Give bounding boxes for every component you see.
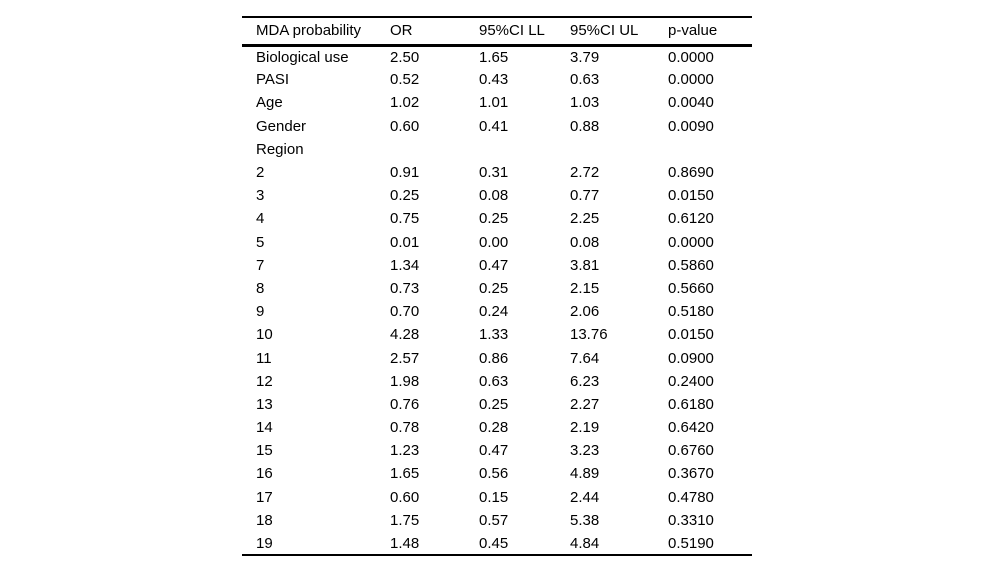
row-label-cell: 15 <box>256 442 273 460</box>
value-cell: 0.70 <box>390 303 420 321</box>
value-cell: 2.25 <box>570 210 600 228</box>
value-cell: 4.89 <box>570 465 600 483</box>
row-label-cell: 11 <box>256 349 272 367</box>
column-header: 95%CI UL <box>570 22 639 40</box>
value-cell: 0.77 <box>570 187 600 205</box>
value-cell: 1.34 <box>390 256 420 274</box>
value-cell: 3.23 <box>570 442 600 460</box>
value-cell: 0.5860 <box>668 256 714 274</box>
row-label-cell: 17 <box>256 488 273 506</box>
value-cell: 13.76 <box>570 326 608 344</box>
value-cell: 0.0150 <box>668 187 714 205</box>
value-cell: 1.01 <box>479 94 509 112</box>
value-cell: 0.3670 <box>668 465 714 483</box>
table-row <box>242 509 752 532</box>
row-label-cell: 14 <box>256 419 273 437</box>
table-row <box>242 161 752 184</box>
value-cell: 1.65 <box>390 465 420 483</box>
table-row <box>242 416 752 439</box>
value-cell: 4.84 <box>570 534 600 552</box>
value-cell: 1.75 <box>390 511 420 529</box>
row-label-cell: 9 <box>256 303 265 321</box>
value-cell: 2.44 <box>570 488 600 506</box>
row-label-cell: 19 <box>256 534 273 552</box>
value-cell: 0.3310 <box>668 511 714 529</box>
value-cell: 3.79 <box>570 48 600 66</box>
value-cell: 0.5660 <box>668 279 714 297</box>
value-cell: 1.65 <box>479 48 509 66</box>
value-cell: 0.2400 <box>668 372 714 390</box>
value-cell: 0.24 <box>479 303 509 321</box>
value-cell: 0.78 <box>390 419 420 437</box>
value-cell: 0.4780 <box>668 488 714 506</box>
table-row <box>242 323 752 346</box>
value-cell: 0.5190 <box>668 534 714 552</box>
value-cell: 0.28 <box>479 419 509 437</box>
value-cell: 0.73 <box>390 279 420 297</box>
row-label-cell: 5 <box>256 233 265 251</box>
value-cell: 0.52 <box>390 71 420 89</box>
value-cell: 0.0150 <box>668 326 714 344</box>
row-label-cell: 18 <box>256 511 273 529</box>
value-cell: 1.33 <box>479 326 509 344</box>
table-row <box>242 115 752 138</box>
row-label-cell: Biological use <box>256 48 349 66</box>
value-cell: 5.38 <box>570 511 600 529</box>
value-cell: 7.64 <box>570 349 600 367</box>
table-row <box>242 184 752 207</box>
value-cell <box>479 138 570 161</box>
value-cell: 0.0900 <box>668 349 714 367</box>
table-row <box>242 532 752 555</box>
value-cell: 0.0040 <box>668 94 714 112</box>
value-cell: 0.60 <box>390 488 420 506</box>
value-cell: 0.76 <box>390 395 420 413</box>
value-cell: 0.25 <box>479 279 509 297</box>
table-row <box>242 486 752 509</box>
column-header: MDA probability <box>256 22 362 40</box>
value-cell: 1.03 <box>570 94 600 112</box>
value-cell: 0.43 <box>479 71 509 89</box>
table-row <box>242 393 752 416</box>
value-cell: 0.6180 <box>668 395 714 413</box>
value-cell: 0.25 <box>479 210 509 228</box>
row-label-cell: PASI <box>256 71 290 89</box>
value-cell: 0.6760 <box>668 442 714 460</box>
table-row <box>242 138 752 161</box>
row-label-cell: 3 <box>256 187 265 205</box>
column-header: 95%CI LL <box>479 22 545 40</box>
value-cell: 0.86 <box>479 349 509 367</box>
value-cell: 0.31 <box>479 164 509 182</box>
value-cell: 1.23 <box>390 442 420 460</box>
value-cell: 0.57 <box>479 511 509 529</box>
table-row <box>242 231 752 254</box>
row-label-cell: Gender <box>256 117 307 135</box>
table-row <box>242 462 752 485</box>
value-cell: 2.72 <box>570 164 600 182</box>
value-cell: 0.0090 <box>668 117 714 135</box>
value-cell: 0.47 <box>479 256 509 274</box>
value-cell: 4.28 <box>390 326 420 344</box>
row-label-cell: Region <box>256 140 304 158</box>
value-cell: 1.02 <box>390 94 420 112</box>
value-cell: 0.88 <box>570 117 600 135</box>
table-row <box>242 439 752 462</box>
table-row <box>242 300 752 323</box>
value-cell: 2.06 <box>570 303 600 321</box>
value-cell: 2.19 <box>570 419 600 437</box>
table-body <box>242 45 752 555</box>
value-cell: 0.47 <box>479 442 509 460</box>
value-cell: 0.75 <box>390 210 420 228</box>
value-cell: 2.15 <box>570 279 600 297</box>
table-row <box>242 254 752 277</box>
value-cell: 1.48 <box>390 534 420 552</box>
table-row <box>242 370 752 393</box>
value-cell: 0.08 <box>570 233 600 251</box>
value-cell: 3.81 <box>570 256 600 274</box>
value-cell <box>570 138 668 161</box>
value-cell: 0.15 <box>479 488 509 506</box>
row-label-cell: 4 <box>256 210 265 228</box>
value-cell: 0.5180 <box>668 303 714 321</box>
table-row <box>242 68 752 91</box>
row-label-cell: Age <box>256 94 283 112</box>
table-row <box>242 207 752 230</box>
table-row <box>242 346 752 369</box>
value-cell: 2.57 <box>390 349 420 367</box>
value-cell: 0.63 <box>570 71 600 89</box>
row-label-cell: 10 <box>256 326 273 344</box>
value-cell <box>390 138 479 161</box>
value-cell: 0.41 <box>479 117 509 135</box>
table-row <box>242 91 752 114</box>
table-header <box>242 17 752 45</box>
value-cell: 0.08 <box>479 187 509 205</box>
value-cell: 2.50 <box>390 48 420 66</box>
row-label-cell: 8 <box>256 279 265 297</box>
row-label-cell: 16 <box>256 465 273 483</box>
value-cell: 2.27 <box>570 395 600 413</box>
value-cell: 0.25 <box>390 187 420 205</box>
mda-probability-table <box>242 16 752 556</box>
value-cell: 0.6120 <box>668 210 714 228</box>
row-label-cell: 2 <box>256 164 265 182</box>
table-row <box>242 277 752 300</box>
value-cell: 0.00 <box>479 233 509 251</box>
value-cell: 0.56 <box>479 465 509 483</box>
value-cell: 1.98 <box>390 372 420 390</box>
value-cell: 0.8690 <box>668 164 714 182</box>
value-cell: 0.0000 <box>668 233 714 251</box>
table-row <box>242 45 752 68</box>
row-label-cell: 12 <box>256 372 273 390</box>
row-label-cell: 7 <box>256 256 265 274</box>
value-cell: 0.25 <box>479 395 509 413</box>
value-cell: 0.63 <box>479 372 509 390</box>
value-cell: 0.01 <box>390 233 420 251</box>
value-cell: 0.91 <box>390 164 420 182</box>
value-cell <box>668 138 752 161</box>
value-cell: 0.0000 <box>668 48 714 66</box>
row-label-cell: 13 <box>256 395 273 413</box>
column-header: OR <box>390 22 413 40</box>
value-cell: 0.60 <box>390 117 420 135</box>
value-cell: 0.45 <box>479 534 509 552</box>
column-header: p-value <box>668 22 718 40</box>
table-header-row <box>242 17 752 45</box>
value-cell: 0.0000 <box>668 71 714 89</box>
value-cell: 6.23 <box>570 372 600 390</box>
value-cell: 0.6420 <box>668 419 714 437</box>
